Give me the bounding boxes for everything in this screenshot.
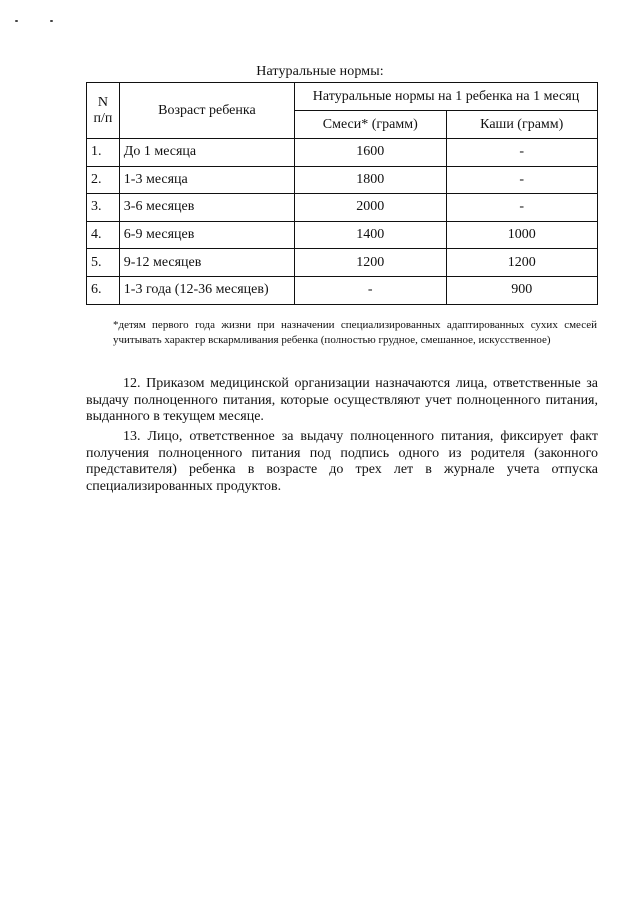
header-mix: Смеси* (грамм) — [295, 111, 446, 139]
row-mix: 2000 — [295, 194, 446, 222]
row-porridge: - — [446, 194, 598, 222]
scan-artifact-dot-2 — [50, 20, 53, 22]
row-num: 1. — [87, 139, 120, 167]
row-num: 4. — [87, 221, 120, 249]
table-row — [87, 249, 598, 277]
row-porridge: 1000 — [446, 221, 598, 249]
row-age: 1-3 месяца — [119, 166, 294, 194]
row-porridge: - — [446, 166, 598, 194]
table-title: Натуральные нормы: — [256, 64, 384, 79]
paragraph-12: 12. Приказом медицинской организации назначаются лица, ответственные за выдачу полноценного питания, которые осуществляют учет полноценного питания, выданного в текущем месяце. — [86, 376, 598, 424]
row-age: 6-9 месяцев — [119, 221, 294, 249]
row-mix: 1800 — [295, 166, 446, 194]
row-age: 9-12 месяцев — [119, 249, 294, 277]
row-age: До 1 месяца — [119, 139, 294, 167]
table-row — [87, 221, 598, 249]
table-header-row — [87, 83, 598, 111]
row-mix: - — [295, 276, 446, 304]
header-age: Возраст ребенка — [119, 83, 294, 139]
row-porridge: - — [446, 139, 598, 167]
header-porridge: Каши (грамм) — [446, 111, 598, 139]
header-group: Натуральные нормы на 1 ребенка на 1 месяц — [295, 83, 598, 111]
row-num: 5. — [87, 249, 120, 277]
table-row — [87, 276, 598, 304]
row-porridge: 1200 — [446, 249, 598, 277]
row-num: 6. — [87, 276, 120, 304]
paragraph-13: 13. Лицо, ответственное за выдачу полноценного питания, фиксирует факт получения полноценного питания под подпись одного из родителя (законного представителя) ребенка в возрасте до трех лет в журнале учета отпуска специализированных продуктов. — [86, 429, 598, 494]
table-row — [87, 194, 598, 222]
row-mix: 1600 — [295, 139, 446, 167]
row-age: 1-3 года (12-36 месяцев) — [119, 276, 294, 304]
row-num: 3. — [87, 194, 120, 222]
table-row — [87, 139, 598, 167]
row-porridge: 900 — [446, 276, 598, 304]
row-mix: 1400 — [295, 221, 446, 249]
scan-artifact-dot-1 — [15, 20, 18, 22]
header-num: N п/п — [87, 83, 120, 139]
row-age: 3-6 месяцев — [119, 194, 294, 222]
row-mix: 1200 — [295, 249, 446, 277]
natural-norms-table — [86, 82, 598, 305]
table-row — [87, 166, 598, 194]
row-num: 2. — [87, 166, 120, 194]
table-footnote: *детям первого года жизни при назначении специализированных адаптированных сухих смесей учитывать характер вскармливания ребенка (полностью грудное, смешанное, искусственное) — [113, 319, 597, 346]
